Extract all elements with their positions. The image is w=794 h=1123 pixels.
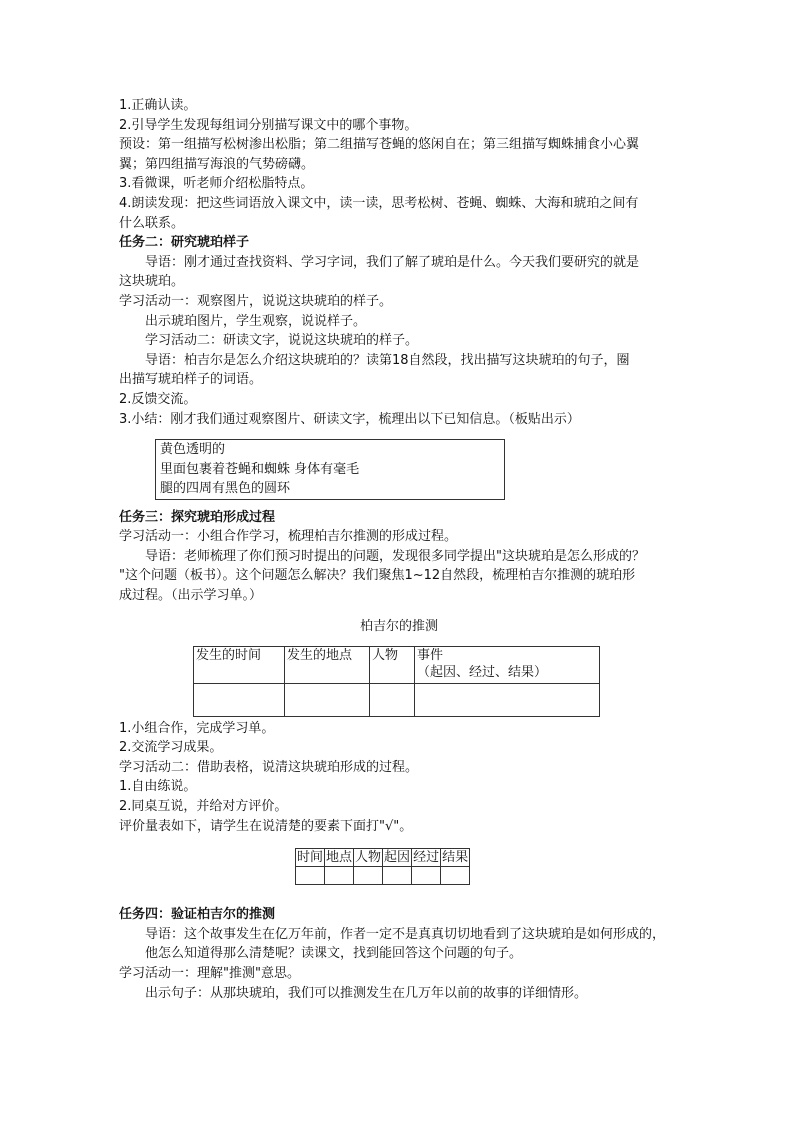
box-line: 黄色透明的 — [160, 442, 226, 458]
section-b — [119, 253, 679, 429]
text-line: 2.反馈交流。 — [119, 391, 197, 407]
event-header: 事件 — [417, 647, 444, 663]
text-line: 3.小结：刚才我们通过观察图片、研读文字，梳理出以下已知信息。（板贴出示） — [119, 411, 580, 427]
empty-cell[interactable] — [325, 867, 354, 885]
text-line: 什么联系。 — [119, 215, 185, 231]
text-line: 学习活动二：借助表格，说清这块琥珀形成的过程。 — [119, 759, 419, 775]
box-line: 里面包裹着苍蝇和蜘蛛 身体有毫毛 — [160, 461, 360, 477]
header-cell: 时间 — [297, 850, 324, 866]
empty-cell[interactable] — [354, 867, 383, 885]
header-cell: 起因 — [384, 850, 411, 866]
text-line: 翼；第四组描写海浪的气势磅礴。 — [119, 156, 315, 172]
document-page — [119, 96, 679, 1003]
text-line: 导语：柏吉尔是怎么介绍这块琥珀的？读第18自然段，找出描写这块琥珀的句子，圈 — [145, 352, 630, 368]
header-cell — [415, 646, 600, 683]
header-cell: 人物 — [355, 850, 382, 866]
task3-heading: 任务三：探究琥珀形成过程 — [119, 509, 276, 525]
empty-cell[interactable] — [383, 867, 412, 885]
text-line: 出描写琥珀样子的词语。 — [119, 372, 263, 388]
header-cell: 发生的时间 — [194, 646, 285, 683]
text-line: 这块琥珀。 — [119, 274, 185, 290]
evaluation-table — [295, 848, 470, 885]
text-line: 导语：老师梳理了你们预习时提出的问题，发现很多同学提出"这块琥珀是怎么形成的？ — [145, 548, 645, 564]
header-cell: 地点 — [326, 850, 353, 866]
speculation-table — [193, 646, 600, 717]
header-cell: 人物 — [370, 646, 415, 683]
empty-cell[interactable] — [412, 867, 441, 885]
empty-cell[interactable] — [296, 867, 325, 885]
empty-cell[interactable] — [415, 683, 600, 716]
box-line: 腿的四周有黑色的圆环 — [160, 481, 291, 497]
text-line: 学习活动一：小组合作学习，梳理柏吉尔推测的形成过程。 — [119, 529, 458, 545]
text-line: 2.引导学生发现每组词分别描写课文中的哪个事物。 — [119, 117, 418, 133]
text-line: 2.同桌互说，并给对方评价。 — [119, 798, 288, 814]
text-line: 1.自由练说。 — [119, 779, 197, 795]
table-row — [194, 646, 600, 683]
text-line: 1.小组合作，完成学习单。 — [119, 720, 275, 736]
text-line: 他怎么知道得那么清楚呢？读课文，找到能回答这个问题的句子。 — [145, 946, 523, 962]
text-line: 3.看微课，听老师介绍松脂特点。 — [119, 176, 314, 192]
table-row — [296, 849, 470, 867]
section-d — [119, 719, 679, 837]
section-e — [119, 925, 679, 1003]
text-line: 出示句子：从那块琥珀，我们可以推测发生在几万年以前的故事的详细情形。 — [145, 985, 588, 1001]
empty-cell[interactable] — [441, 867, 470, 885]
table1-title: 柏吉尔的推测 — [359, 618, 438, 634]
header-cell: 经过 — [413, 850, 440, 866]
text-line: 2.交流学习成果。 — [119, 740, 223, 756]
text-line: 预设：第一组描写松树渗出松脂；第二组描写苍蝇的悠闲自在；第三组描写蜘蛛捕食小心翼 — [119, 137, 640, 153]
empty-cell[interactable] — [194, 683, 285, 716]
text-line: 导语：这个故事发生在亿万年前，作者一定不是真真切切地看到了这块琥珀是如何形成的， — [145, 926, 666, 942]
text-line: 成过程。（出示学习单。） — [119, 587, 263, 603]
empty-cell[interactable] — [285, 683, 370, 716]
text-line: 导语：刚才通过查找资料、学习字词，我们了解了琥珀是什么。今天我们要研究的就是 — [145, 254, 640, 270]
table-row — [194, 683, 600, 716]
table-row — [296, 867, 470, 885]
text-line: 出示琥珀图片，学生观察，说说样子。 — [145, 313, 367, 329]
text-line: 学习活动二：研读文字，说说这块琥珀的样子。 — [145, 333, 419, 349]
task2-heading: 任务二：研究琥珀样子 — [119, 235, 250, 251]
event-subheader: （起因、经过、结果） — [417, 664, 548, 680]
text-line: 学习活动一：观察图片，说说这块琥珀的样子。 — [119, 293, 393, 309]
empty-cell[interactable] — [370, 683, 415, 716]
text-line: 学习活动一：理解"推测"意思。 — [119, 965, 300, 981]
section-c — [119, 527, 679, 605]
text-line: "这个问题（板书）。这个问题怎么解决？我们聚焦1~12自然段，梳理柏吉尔推测的琥珀形 — [119, 568, 636, 584]
task4-heading: 任务四：验证柏吉尔的推测 — [119, 907, 276, 923]
known-info-box — [155, 439, 505, 500]
header-cell: 发生的地点 — [285, 646, 370, 683]
section-a — [119, 96, 679, 233]
header-cell: 结果 — [442, 850, 469, 866]
text-line: 评价量表如下，请学生在说清楚的要素下面打"√"。 — [119, 818, 413, 834]
text-line: 4.朗读发现：把这些词语放入课文中，读一读，思考松树、苍蝇、蜘蛛、大海和琥珀之间有 — [119, 195, 639, 211]
text-line: 1.正确认读。 — [119, 98, 197, 113]
